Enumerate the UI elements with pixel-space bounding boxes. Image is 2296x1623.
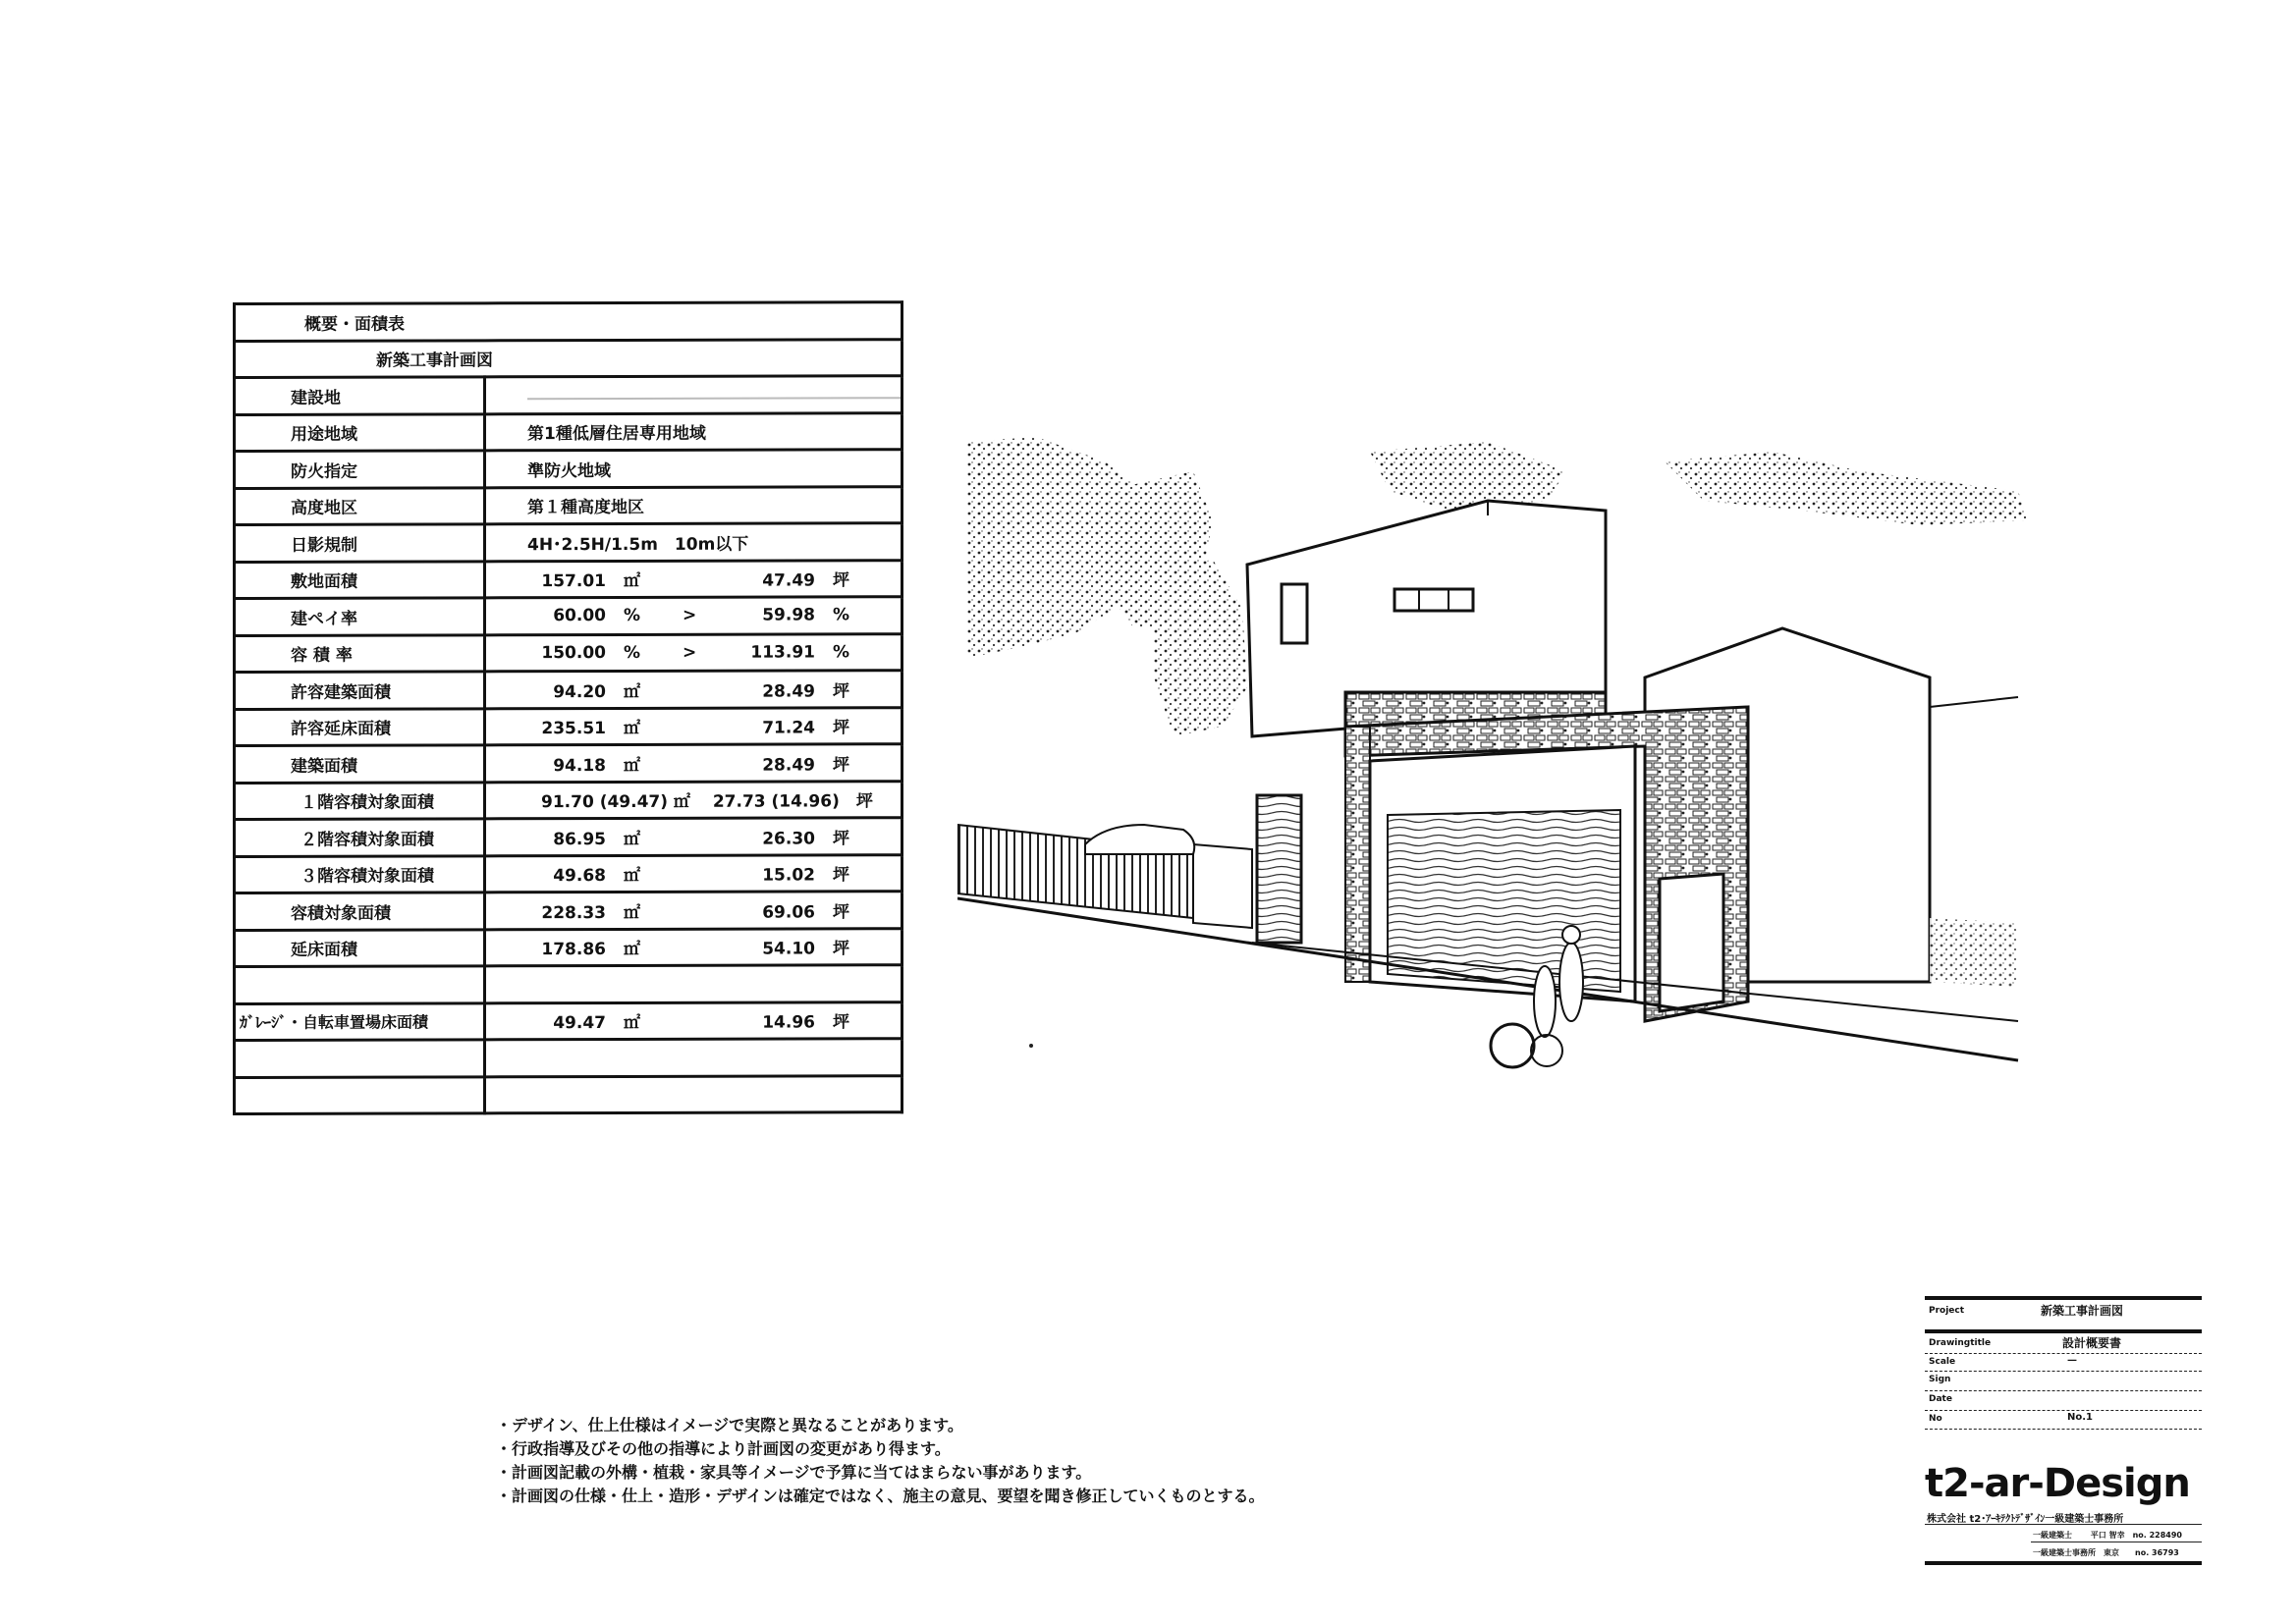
unit-1: ㎡ [624, 1013, 640, 1034]
garage-label: ｶﾞﾚｰｼﾞ・自転車置場床面積 [235, 1002, 485, 1040]
floor1-value: 91.70 (49.47) ㎡ 27.73 (14.96) 坪 [485, 781, 902, 819]
unit-1: ㎡ [624, 571, 640, 592]
company-logo: t2-ar-Design [1925, 1461, 2190, 1506]
row-value [485, 671, 902, 709]
value-m2: 178.86 [541, 940, 606, 960]
table-row-empty [235, 965, 902, 1003]
garage-value [485, 1001, 902, 1040]
value-tsubo: 54.10 [762, 939, 815, 959]
unit-1: % [624, 642, 641, 663]
site-label: 建設地 [235, 377, 485, 414]
table-row-empty [235, 1039, 902, 1077]
table-header-row [235, 302, 902, 341]
unit-1: % [624, 606, 641, 626]
unit-2: 坪 [833, 829, 849, 849]
unit-2: 坪 [833, 865, 849, 886]
drawing-value: 設計概要書 [2062, 1336, 2122, 1350]
unit-1: ㎡ [624, 719, 640, 739]
value-1: 60.00 [553, 606, 606, 626]
row-value [485, 560, 902, 598]
unit-2: 坪 [833, 939, 849, 959]
row-value [485, 633, 902, 672]
row-value [485, 818, 902, 856]
shadow-value: 4H･2.5H/1.5m 10m以下 [485, 523, 902, 562]
project-value: 新築工事計画図 [2041, 1304, 2124, 1318]
row-value [485, 744, 902, 783]
table-row [235, 1001, 902, 1040]
scale-label: Scale [1929, 1357, 1956, 1367]
value-tsubo: 47.49 [762, 570, 815, 591]
note-line: ・計画図の仕様・仕上・造形・デザインは確定ではなく、施主の意見、要望を聞き修正していくものとする。 [496, 1487, 1265, 1505]
table-row [235, 376, 902, 414]
shadow-label: 日影規制 [235, 524, 485, 562]
bicycle-wheel [1491, 1024, 1534, 1067]
value-2: 59.98 [762, 605, 815, 625]
unit-1: ㎡ [624, 866, 640, 887]
note-line: ・デザイン、仕上仕様はイメージで実際と異なることがあります。 [496, 1416, 963, 1434]
comparison: > [683, 606, 697, 626]
row-value [485, 707, 902, 745]
unit-2: 坪 [833, 718, 849, 738]
project-name: 新築工事計画図 [235, 339, 902, 377]
scale-value: — [2067, 1355, 2077, 1366]
height-value: 第１種高度地区 [485, 486, 902, 524]
table-row-empty [235, 1075, 902, 1113]
no-value: No.1 [2067, 1412, 2093, 1423]
project-name-row [235, 339, 902, 377]
unit-1: ㎡ [624, 940, 640, 960]
value-1: 94.20 [553, 681, 606, 702]
office-registration: 一級建築士事務所 東京 no. 36793 [2033, 1548, 2179, 1557]
company-name: 株式会社 t2･ｱｰｷﾃｸﾄﾃﾞｻﾞｲﾝ一級建築士事務所 [1927, 1514, 2124, 1525]
tree-dark-mass [1154, 560, 1247, 736]
value-m2: 157.01 [541, 571, 606, 592]
table-row [235, 523, 902, 562]
unit-1: ㎡ [624, 829, 640, 849]
value-1: 150.00 [541, 642, 606, 663]
side-shutter [1257, 795, 1301, 943]
stone-facade-left [1345, 727, 1370, 982]
no-label: No [1929, 1414, 1942, 1424]
row-value [485, 854, 902, 893]
value-2: 71.24 [762, 718, 815, 738]
value-2: 28.49 [762, 755, 815, 776]
notes [496, 1414, 1265, 1508]
row-label: 建ペイ率 [235, 598, 485, 635]
table-row [235, 597, 902, 635]
row-label: 延床面積 [235, 929, 485, 966]
unit-2: 坪 [833, 1012, 849, 1033]
row-label: 許容建築面積 [235, 672, 485, 709]
table-row [235, 892, 902, 930]
note-line: ・行政指導及びその他の指導により計画図の変更があり得ます。 [496, 1439, 951, 1458]
table-row [235, 707, 902, 745]
value-m2: 49.47 [553, 1013, 606, 1034]
person-figure [1534, 966, 1556, 1037]
zoning-value: 第1種低層住居専用地域 [485, 412, 902, 451]
zoning-label: 用途地域 [235, 413, 485, 451]
table-row [235, 781, 902, 819]
value-1: 94.18 [553, 755, 606, 776]
project-label: Project [1929, 1306, 1965, 1316]
value-1: 235.51 [541, 719, 606, 739]
unit-2: 坪 [833, 681, 849, 702]
row-label: 敷地面積 [235, 561, 485, 598]
row-label: 容積対象面積 [235, 893, 485, 930]
value-tsubo: 69.06 [762, 902, 815, 923]
row-label: ３階容積対象面積 [235, 855, 485, 893]
drawing-label: Drawingtitle [1929, 1338, 1992, 1348]
value-m2: 86.95 [553, 829, 606, 849]
value-tsubo: 14.96 [762, 1012, 815, 1033]
row-label: ２階容積対象面積 [235, 819, 485, 856]
unit-2: % [833, 605, 850, 625]
low-wall [1193, 844, 1252, 928]
row-value [485, 892, 902, 930]
table-row [235, 486, 902, 524]
window-strip [1394, 589, 1473, 611]
value-m2: 49.68 [553, 866, 606, 887]
sign-label: Sign [1929, 1375, 1951, 1384]
comparison: > [683, 642, 697, 663]
table-row [235, 928, 902, 966]
value-tsubo: 26.30 [762, 829, 815, 849]
building-perspective-rendering [957, 432, 2038, 1070]
tree-foliage-far-right [1665, 452, 2028, 525]
date-label: Date [1929, 1394, 1952, 1404]
value-2: 113.91 [750, 642, 815, 663]
architect-registration: 一級建築士 平口 智幸 no. 228490 [2033, 1531, 2182, 1540]
unit-1: ㎡ [624, 755, 640, 776]
value-2: 28.49 [762, 681, 815, 702]
unit-2: 坪 [833, 570, 849, 591]
table-row [235, 854, 902, 893]
note-line: ・計画図記載の外構・植栽・家具等イメージで予算に当てはまらない事があります。 [496, 1463, 1092, 1482]
table-row [235, 560, 902, 598]
unit-1: ㎡ [624, 681, 640, 702]
row-value [485, 597, 902, 635]
parked-car [1085, 825, 1194, 854]
table-row [235, 633, 902, 672]
value-m2: 228.33 [541, 902, 606, 923]
row-value [485, 928, 902, 966]
area-table [233, 300, 903, 1115]
fire-label: 防火指定 [235, 451, 485, 488]
unit-2: 坪 [833, 902, 849, 923]
tree-foliage-right [1370, 442, 1566, 511]
unit-1: ㎡ [624, 902, 640, 923]
row-label: 容 積 率 [235, 634, 485, 672]
unit-2: 坪 [833, 755, 849, 776]
value-tsubo: 15.02 [762, 865, 815, 886]
table-row [235, 671, 902, 709]
garage-shutter [1388, 810, 1620, 992]
person-figure [1559, 943, 1583, 1021]
title-block [1925, 1296, 2202, 1571]
fire-value: 準防火地域 [485, 450, 902, 488]
floor1-label: １階容積対象面積 [235, 782, 485, 819]
row-label: 許容延床面積 [235, 708, 485, 745]
site-value [485, 376, 902, 414]
height-label: 高度地区 [235, 487, 485, 524]
table-row [235, 744, 902, 783]
window-small [1282, 584, 1307, 643]
table-row [235, 818, 902, 856]
table-row [235, 450, 902, 488]
table-row [235, 412, 902, 451]
row-label: 建築面積 [235, 745, 485, 783]
unit-2: % [833, 642, 850, 663]
table-header: 概要・面積表 [235, 302, 902, 341]
redacted-address [527, 389, 901, 400]
